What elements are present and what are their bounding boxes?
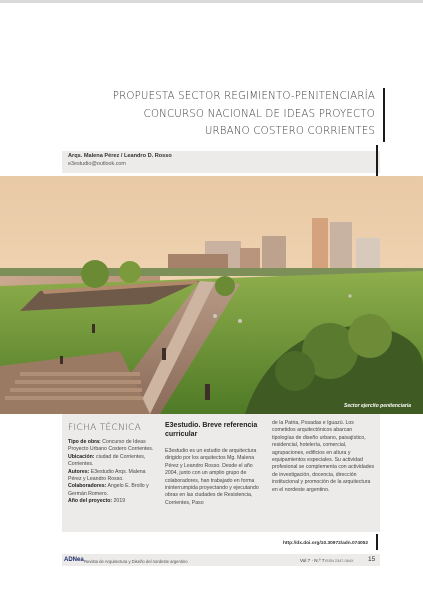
author-email: e3estudio@outlook.com [68,161,126,167]
journal-volume: Vol 7 · N.º 7 [300,558,325,563]
journal-subtitle: Revista de Arquitectura y Diseño del nordeste argentino [84,558,188,564]
journal-logo: ADNea [64,557,84,563]
article-title [105,88,375,141]
title-line-2: CONCURSO NACIONAL DE IDEAS PROYECTO [143,108,375,120]
ficha-item: Tipo de obra: Concurso de Ideas Proyecto Urbano Costero Corrientes. [68,439,154,453]
author-names: Arqs. Malena Pérez / Leandro D. Rosso [68,153,172,159]
photo-caption: Sector ejercito penitenciaria [344,403,411,409]
ficha-item: Año del proyecto: 2019 [68,498,126,505]
page-number: 15 [368,556,376,563]
rendering-photo [0,176,423,414]
studio-heading: E3estudio. Breve referencia curricular [165,422,258,438]
journal-issn: ISSN 2347-064X [325,558,354,563]
doi-link[interactable]: http://dx.doi.org/10.30972/adn.074052 [282,541,368,546]
ficha-tecnica-title: FICHA TÉCNICA [68,423,142,433]
studio-body-continued: de la Patria, Posadas e Iguazú. Los cometidos arquitectónicos abarcan tipologías de diseño urbano, paisajístico, residencial, hotelería, comercial, agrupaciones, edificios en altura y equipamientos especiales. Su actividad profesional se complementa con actividades de investigación, docencia, dirección institucional y promoción de la arquitectura en el nordeste argentino. [272,420,375,493]
top-rule [0,0,423,3]
title-accent-bar [383,88,385,142]
ficha-tecnica-body [68,439,154,506]
ficha-item: Autores: E3estudio Arqs. Malena Pérez y Leandro Rosso. [68,468,146,483]
ficha-item: Colaboradores: Angelo E. Brollo y Germán Romero. [68,483,149,497]
doi-accent-bar [376,534,378,550]
ficha-item: Ubicación: ciudad de Corrientes, Corrientes. [68,453,146,468]
title-line-3: URBANO COSTERO CORRIENTES [204,126,375,137]
urban-waterfront-rendering [0,176,423,414]
title-line-1: PROPUESTA SECTOR REGIMIENTO-PENITENCIARÍA [112,91,375,102]
studio-body: E3estudio es un estudio de arquitectura dirigido por los arquitectos Mg. Malena Pérez y Leandro Rosso. Desde el año 2004, junto con un amplio grupo de colaboradores, han trabajado en forma ininterrumpida proyectando y ejecutando obras en las ciudades de Resistencia, Corrientes, Paso [165,448,259,506]
